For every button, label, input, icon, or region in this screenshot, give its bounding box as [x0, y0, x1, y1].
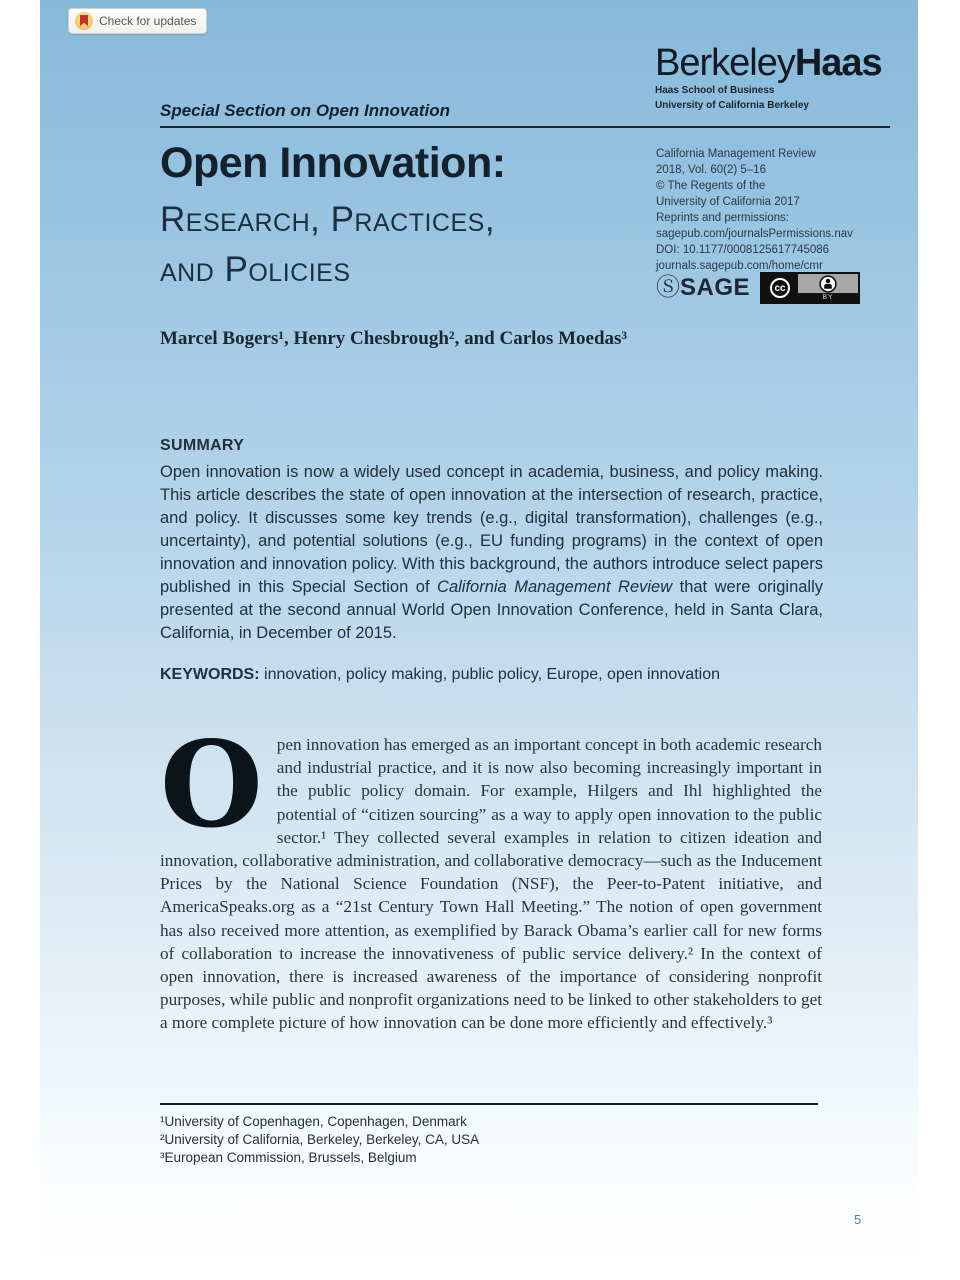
logo-subline-school: Haas School of Business [655, 85, 775, 96]
berkeley-haas-logo [655, 44, 885, 111]
summary-heading: SUMMARY [160, 437, 245, 454]
meta-journal-url: journals.sagepub.com/home/cmr [656, 260, 823, 272]
body-text: pen innovation has emerged as an important concept in both academic research and industrial practice, and it is now also becoming increasingly important in the public policy domain. For example, Hilgers and Ihl highlighted the potential of “citizen sourcing” as a way to apply open innovation to the public sector.¹ They collected several examples in relation to citizen ideation and innovation, collaborative administration, and collaborative democracy—such as the Inducement Prices by the National Science Foundation (NSF), the Peer-to-Patent initiative, and AmericaSpeaks.org as a “21st Century Town Hall Meeting.” The notion of open government has also received more attention, as exemplified by Barack Obama’s earlier call for new forms of collaboration to increase the innovativeness of public service delivery.² In the context of open innovation, there is increased awareness of the importance of considering nonprofit purposes, while public and nonprofit organizations need to be linked to other stakeholders to get a more complete picture of how innovation can be done more efficiently and effectively.³ [160, 735, 822, 1033]
section-header: Special Section on Open Innovation [160, 101, 450, 120]
meta-permissions-url: sagepub.com/journalsPermissions.nav [656, 228, 853, 240]
logo-haas-text: Haas [794, 42, 882, 84]
crossmark-ribbon-icon [80, 15, 88, 26]
cc-logo [762, 274, 798, 302]
summary-section [160, 437, 823, 645]
meta-doi: DOI: 10.1177/0008125617745086 [656, 244, 830, 256]
logo-berkeley-text: Berkeley [655, 42, 795, 84]
meta-volume-issue: 2018, Vol. 60(2) 5–16 [656, 164, 766, 176]
article-title [160, 140, 640, 295]
cc-by-license-badge [760, 272, 860, 304]
meta-reprints-label: Reprints and permissions: [656, 212, 789, 224]
cc-by-label: BY [798, 293, 858, 302]
sage-wordmark: SAGE [680, 274, 751, 301]
cc-circle-icon: cc [770, 278, 790, 298]
meta-journal-name: California Management Review [656, 148, 816, 160]
paper-page [40, 0, 918, 1280]
berkeley-haas-wordmark [655, 44, 885, 82]
cc-person-icon [798, 274, 858, 293]
article-body [160, 715, 822, 1035]
publisher-badges [656, 272, 860, 304]
title-subtitle [160, 195, 640, 294]
title-line-2: Research, Practices, [160, 200, 496, 240]
crossmark-icon [75, 12, 93, 30]
summary-text-2: that were originally presented at the second annual World Open Innovation Conference, held in Santa Clara, California, in December of 2015. [160, 578, 823, 642]
meta-copyright-1: © The Regents of the [656, 180, 766, 192]
check-for-updates-label: Check for updates [99, 14, 197, 28]
title-line-3: and Policies [160, 249, 351, 289]
page-number: 5 [854, 1212, 862, 1227]
authors-line: Marcel Bogers¹, Henry Chesbrough², and Carlos Moedas³ [160, 328, 628, 349]
sage-logo [656, 274, 750, 302]
header-divider [160, 126, 890, 128]
footnotes-block [160, 1113, 479, 1167]
summary-journal-italic: California Management Review [437, 578, 673, 596]
logo-subline-university: University of California Berkeley [655, 99, 809, 111]
summary-paragraph [160, 461, 823, 645]
footnote-3: ³European Commission, Brussels, Belgium [160, 1150, 417, 1165]
keywords-label: KEYWORDS: [160, 666, 260, 683]
dropcap-letter: O [160, 715, 263, 854]
check-for-updates-button[interactable] [68, 8, 207, 34]
footnote-2: ²University of California, Berkeley, Berkeley, CA, USA [160, 1132, 480, 1147]
cc-by-section [798, 274, 858, 302]
meta-copyright-2: University of California 2017 [656, 196, 800, 208]
footnote-1: ¹University of Copenhagen, Copenhagen, Denmark [160, 1114, 467, 1129]
body-paragraph [160, 715, 822, 1035]
keywords-list: innovation, policy making, public policy, Europe, open innovation [259, 666, 720, 683]
keywords-line [160, 666, 823, 684]
title-line-1: Open Innovation: [160, 139, 506, 187]
journal-metadata [656, 146, 896, 274]
sage-circle-s-icon: Ⓢ [656, 274, 680, 301]
summary-text-1: Open innovation is now a widely used concept in academia, business, and policy making. This article describes the state of open innovation at the intersection of research, practice, and policy. It discusses some key trends (e.g., digital transformation), challenges (e.g., uncertainty), and potential solutions (e.g., EU funding programs) in the context of open innovation and innovation policy. With this background, the authors introduce select papers published in this Special Section of [160, 463, 823, 596]
footnote-divider [160, 1103, 818, 1105]
